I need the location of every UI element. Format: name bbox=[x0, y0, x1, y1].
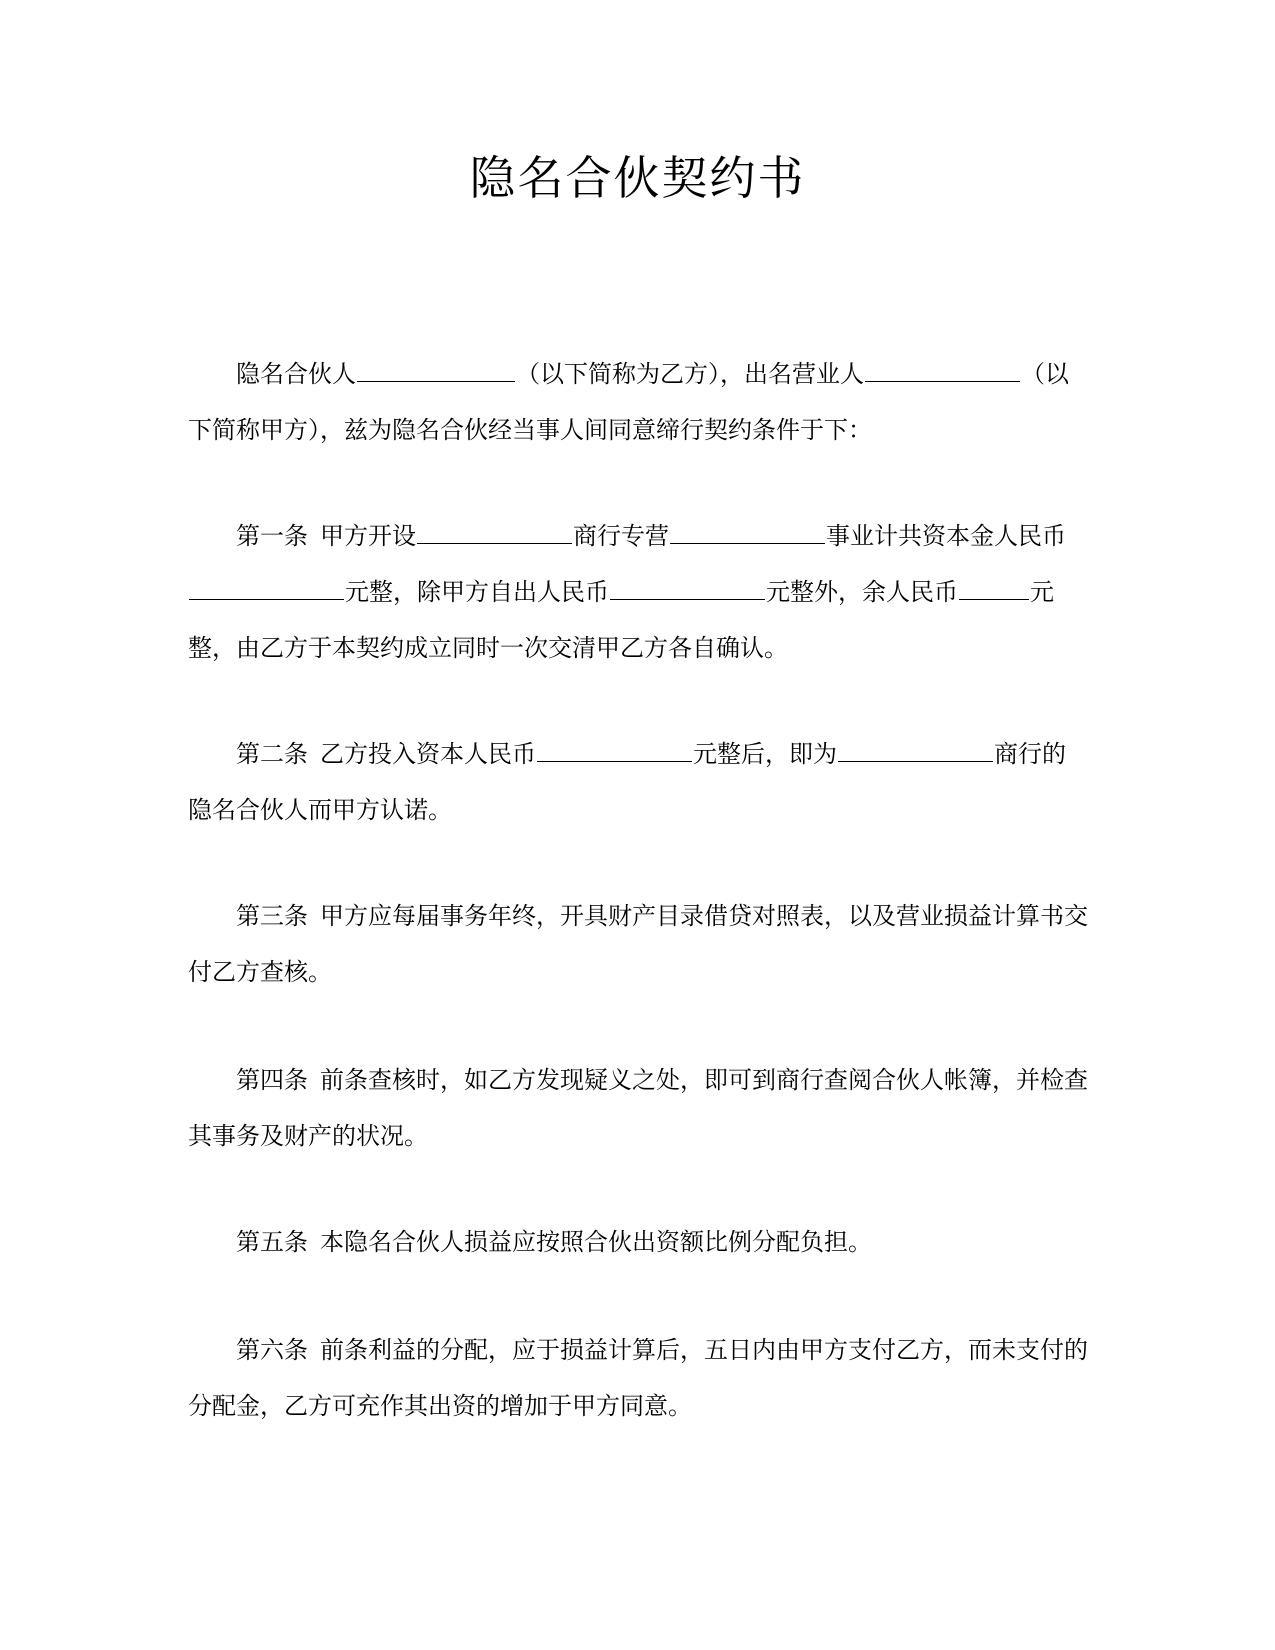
article-1-text-6: 元整，由乙方于本契约成立同时一次交清甲乙方各自确认。 bbox=[188, 578, 1054, 662]
article-5 bbox=[188, 1214, 1088, 1270]
intro-paragraph bbox=[188, 346, 1088, 458]
article-6-label: 第六条 bbox=[236, 1336, 308, 1364]
silent-partner-blank[interactable] bbox=[357, 359, 515, 382]
article-4-label: 第四条 bbox=[236, 1066, 308, 1094]
article-5-label: 第五条 bbox=[236, 1228, 308, 1256]
article-3 bbox=[188, 888, 1088, 1000]
article-1-text-2: 商行专营 bbox=[573, 522, 669, 550]
article-1-text-5: 元整外，余人民币 bbox=[766, 578, 958, 606]
party-a-capital-blank[interactable] bbox=[610, 577, 765, 600]
article-1 bbox=[188, 508, 1088, 676]
article-2-text-3: 商行的隐名合伙人而甲方认诺。 bbox=[188, 740, 1066, 824]
article-1-text-4: 元整，除甲方自出人民币 bbox=[345, 578, 609, 606]
business-scope-blank[interactable] bbox=[670, 521, 825, 544]
intro-text-3: （以下简称甲方），兹为隐名合伙经当事人间同意缔行契约条件于下： bbox=[188, 360, 1069, 444]
article-4-text: 前条查核时，如乙方发现疑义之处，即可到商行查阅合伙人帐簿，并检查其事务及财产的状况。 bbox=[188, 1066, 1088, 1150]
article-1-text-3: 事业计共资本金人民币 bbox=[826, 522, 1066, 550]
article-2-text-2: 元整后，即为 bbox=[693, 740, 837, 768]
article-2-text-1: 乙方投入资本人民币 bbox=[320, 740, 536, 768]
intro-text-2: （以下简称为乙方），出名营业人 bbox=[516, 360, 864, 388]
article-1-text-1: 甲方开设 bbox=[320, 522, 416, 550]
article-2 bbox=[188, 726, 1088, 838]
article-4 bbox=[188, 1052, 1088, 1164]
article-3-label: 第三条 bbox=[236, 902, 308, 930]
article-1-label: 第一条 bbox=[236, 522, 308, 550]
named-operator-blank[interactable] bbox=[865, 359, 1020, 382]
remaining-capital-blank[interactable] bbox=[959, 577, 1029, 600]
article-3-text: 甲方应每届事务年终，开具财产目录借贷对照表，以及营业损益计算书交付乙方查核。 bbox=[188, 902, 1088, 986]
party-b-capital-blank[interactable] bbox=[537, 739, 692, 762]
firm-name-blank-2[interactable] bbox=[838, 739, 993, 762]
article-6-text: 前条利益的分配，应于损益计算后，五日内由甲方支付乙方，而未支付的分配金，乙方可充作其出资的增加于甲方同意。 bbox=[188, 1336, 1088, 1420]
article-5-text: 本隐名合伙人损益应按照合伙出资额比例分配负担。 bbox=[320, 1228, 872, 1256]
total-capital-blank[interactable] bbox=[189, 577, 344, 600]
document-title: 隐名合伙契约书 bbox=[469, 151, 806, 205]
firm-name-blank[interactable] bbox=[417, 521, 572, 544]
intro-text-1: 隐名合伙人 bbox=[236, 360, 356, 388]
article-2-label: 第二条 bbox=[236, 740, 308, 768]
article-6 bbox=[188, 1322, 1088, 1434]
